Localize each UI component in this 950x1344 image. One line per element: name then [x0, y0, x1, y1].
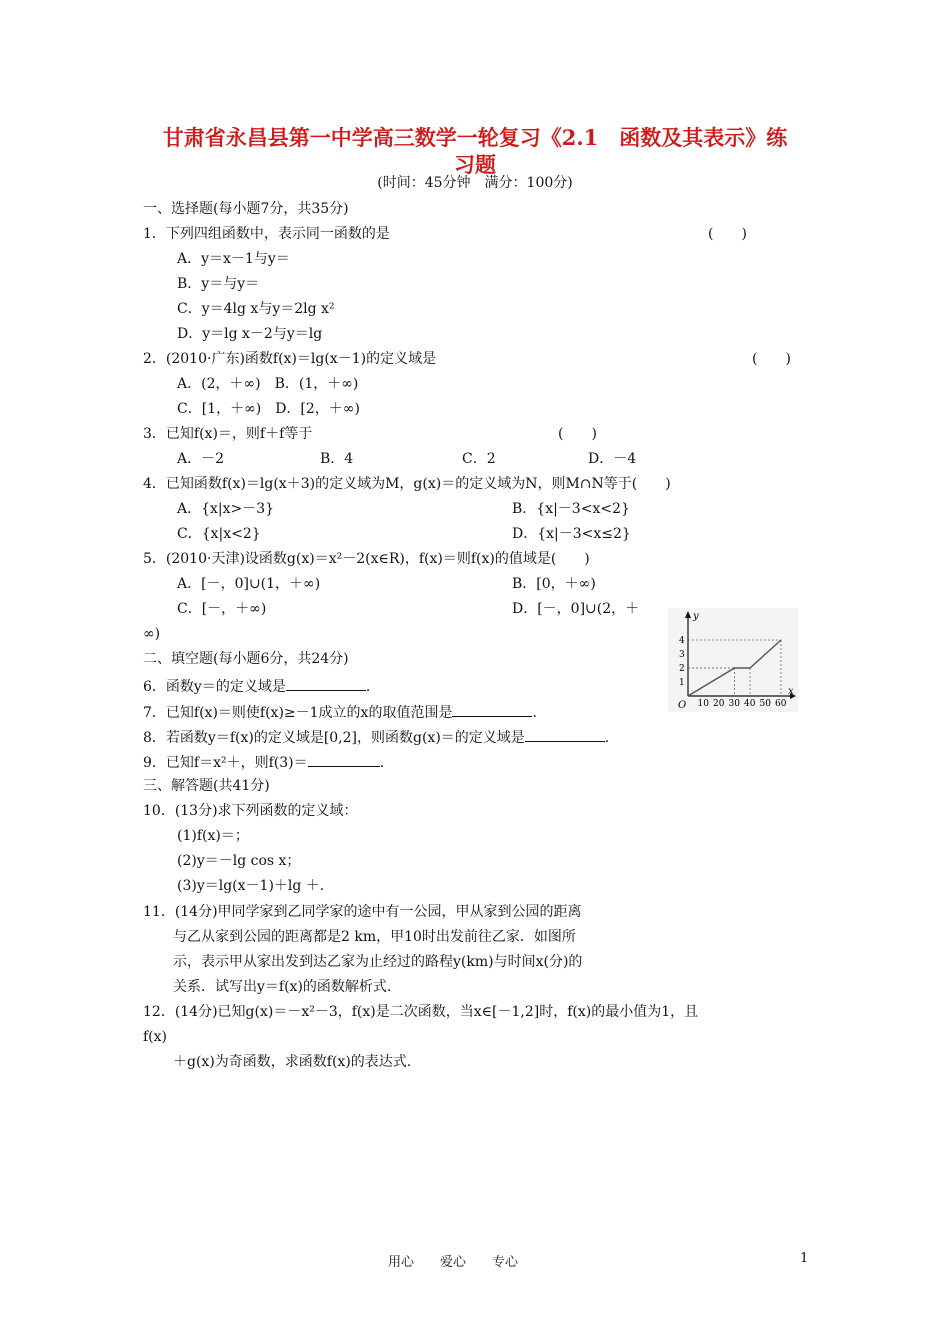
- answer-blank[interactable]: [525, 727, 605, 742]
- text-line: C．[－，＋∞): [177, 601, 267, 617]
- text-line: D．y＝lg x－2与y＝lg: [177, 326, 323, 342]
- x-tick-label: 60: [775, 699, 787, 709]
- page-number: 1: [800, 1251, 809, 1266]
- text-line: C．[1，＋∞) D．[2，＋∞): [177, 401, 360, 417]
- y-tick-label: 4: [679, 636, 685, 646]
- distance-time-graph: [668, 608, 798, 712]
- text-line: C．2: [462, 451, 496, 467]
- y-axis-label: y: [693, 611, 699, 622]
- y-tick-label: 1: [679, 678, 685, 688]
- x-tick-label: 10: [697, 699, 709, 709]
- text-line: 1．下列四组函数中，表示同一函数的是: [143, 226, 390, 242]
- text-line: 5．(2010·天津)设函数g(x)＝x²－2(x∈R)，f(x)＝则f(x)的值域是( ): [143, 551, 590, 567]
- footer-motto: 用心 爱心 专心: [388, 1255, 519, 1270]
- y-tick-label: 2: [679, 664, 685, 674]
- x-tick-label: 50: [759, 699, 771, 709]
- title-line-1: 甘肃省永昌县第一中学高三数学一轮复习《2.1 函数及其表示》练: [162, 125, 788, 150]
- answer-blank[interactable]: [286, 676, 366, 691]
- time-and-score: (时间：45分钟 满分：100分): [377, 175, 573, 191]
- text-line: 与乙从家到公园的距离都是2 km，甲10时出发前往乙家．如图所: [173, 929, 576, 945]
- text-line: 7．已知f(x)＝则使f(x)≥－1成立的x的取值范围是 .: [143, 702, 537, 722]
- text-line: 12．(14分)已知g(x)＝－x²－3，f(x)是二次函数，当x∈[－1,2]时，f(x)的最小值为1，且: [143, 1004, 699, 1020]
- answer-blank[interactable]: [308, 752, 380, 767]
- text-line: A．y＝x－1与y＝: [177, 251, 290, 267]
- text-line: C．{x|x<2}: [177, 526, 261, 542]
- text-line: (3)y＝lg(x－1)＋lg ＋.: [177, 878, 325, 894]
- text-line: 11．(14分)甲同学家到乙同学家的途中有一公园，甲从家到公园的距离: [143, 904, 582, 920]
- text-line: D．[－，0]∪(2，＋: [512, 601, 640, 617]
- text-line: 三、解答题(共41分): [143, 778, 270, 794]
- text-line: 示，表示甲从家出发到达乙家为止经过的路程y(km)与时间x(分)的: [173, 954, 583, 970]
- text-line: 一、选择题(每小题7分，共35分): [143, 201, 349, 217]
- text-line: 4．已知函数f(x)＝lg(x＋3)的定义域为M，g(x)＝的定义域为N，则M∩N等于( ): [143, 476, 671, 492]
- text-line: A．[－，0]∪(1，＋∞): [177, 576, 321, 592]
- x-axis-label: x: [788, 686, 794, 697]
- text-line: A．{x|x>－3}: [177, 501, 275, 517]
- text-line: 关系．试写出y＝f(x)的函数解析式.: [173, 979, 392, 995]
- text-line: 6．函数y＝的定义域是 .: [143, 676, 370, 696]
- y-tick-label: 3: [679, 650, 685, 660]
- text-line: ＋g(x)为奇函数，求函数f(x)的表达式.: [173, 1054, 412, 1070]
- text-line: B．{x|－3<x<2}: [512, 501, 630, 517]
- text-line: 2．(2010·广东)函数f(x)＝lg(x－1)的定义域是: [143, 351, 437, 367]
- text-line: D．－4: [588, 451, 637, 467]
- text-line: D．{x|－3<x≤2}: [512, 526, 631, 542]
- text-line: 9．已知f＝x²＋，则f(3)＝ .: [143, 752, 384, 772]
- text-line: (1)f(x)＝；: [177, 828, 249, 844]
- text-line: 3．已知f(x)＝，则f＋f等于: [143, 426, 313, 442]
- text-line: B．4: [320, 451, 354, 467]
- text-line: B．y＝与y＝: [177, 276, 260, 292]
- text-line: f(x): [143, 1029, 168, 1045]
- text-line: A．(2，＋∞) B．(1，＋∞): [177, 376, 359, 392]
- text-line: 二、填空题(每小题6分，共24分): [143, 651, 349, 667]
- text-line: 8．若函数y＝f(x)的定义域是[0,2]，则函数g(x)＝的定义域是 .: [143, 727, 609, 747]
- text-line: C．y＝4lg x与y＝2lg x²: [177, 301, 335, 317]
- text-line: (2)y＝－lg cos x；: [177, 853, 301, 869]
- answer-blank[interactable]: [452, 702, 532, 717]
- text-line: ( ): [708, 226, 747, 242]
- x-tick-label: 40: [744, 699, 756, 709]
- page-title: [140, 124, 810, 178]
- text-line: B．[0，＋∞): [512, 576, 596, 592]
- text-line: ( ): [752, 351, 791, 367]
- title-line-2: 习题: [454, 152, 496, 177]
- x-tick-label: 20: [713, 699, 725, 709]
- text-line: ∞): [143, 626, 161, 642]
- text-line: ( ): [558, 426, 597, 442]
- origin-label: O: [678, 700, 687, 711]
- text-line: 10．(13分)求下列函数的定义域：: [143, 803, 358, 819]
- x-tick-label: 30: [728, 699, 740, 709]
- text-line: A．－2: [177, 451, 225, 467]
